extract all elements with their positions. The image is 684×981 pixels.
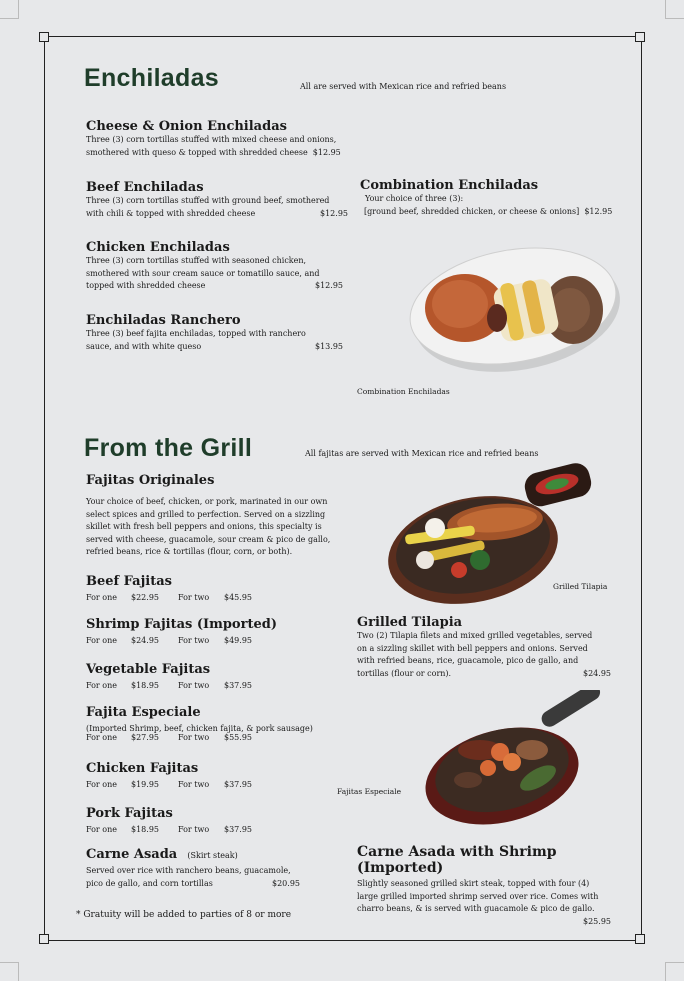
price-for-two: $37.95 (224, 681, 252, 690)
for-two-label: For two (178, 636, 210, 645)
price-for-one: $24.95 (131, 636, 159, 645)
dish-description: charro beans, & is served with guacamole & pico de gallo. (357, 904, 595, 913)
menu-item (86, 473, 330, 559)
menu-item (86, 240, 343, 293)
photo-caption: Fajitas Especiale (337, 787, 402, 796)
for-one-label: For one (86, 593, 117, 602)
dish-price: $20.95 (272, 878, 300, 888)
dish-price: $12.95 (315, 281, 343, 290)
combination-enchiladas-photo (405, 238, 625, 383)
price-for-one: $18.95 (131, 681, 159, 690)
menu-item (86, 119, 341, 159)
dish-name: Carne Asada (86, 847, 178, 862)
for-two-label: For two (178, 733, 210, 742)
dish-description: with chili & topped with shredded cheese (86, 208, 256, 218)
dish-description: Three (3) corn tortillas stuffed with ground beef, smothered (86, 196, 330, 205)
for-one-label: For one (86, 825, 117, 834)
dish-price: $12.95 (320, 208, 348, 218)
dish-description: (Imported Shrimp, beef, chicken fajita, & pork sausage) (86, 724, 313, 733)
dish-name: Carne Asada with Shrimp (Imported) (357, 844, 557, 876)
dish-description: pico de gallo, and corn tortillas (86, 878, 213, 888)
dish-description: topped with shredded cheese (86, 281, 206, 290)
grill-note: All fajitas are served with Mexican rice and refried beans (305, 449, 539, 458)
dish-name: Vegetable Fajitas (86, 662, 211, 677)
price-for-two: $55.95 (224, 733, 252, 742)
price-for-two: $49.95 (224, 636, 252, 645)
enchiladas-title: Enchiladas (84, 64, 219, 92)
grill-title: From the Grill (84, 434, 253, 462)
menu-item (357, 615, 611, 680)
price-for-two: $45.95 (224, 593, 252, 602)
crop-mark (0, 962, 19, 981)
dish-description: smothered with queso & topped with shredded cheese (86, 147, 308, 157)
photo-caption: Combination Enchiladas (357, 387, 450, 396)
dish-description: skillet with fresh bell peppers and onions, this specialty is (86, 522, 322, 531)
dish-name: Chicken Fajitas (86, 761, 199, 776)
price-for-one: $27.95 (131, 733, 159, 742)
menu-item (86, 806, 252, 834)
dish-description: Your choice of three (3): (365, 194, 464, 203)
dish-description: on a sizzling skillet with bell peppers and onions. Served (357, 643, 588, 653)
menu-item (86, 313, 343, 353)
dish-subtitle: (Skirt steak) (187, 851, 238, 860)
dish-description: Three (3) corn tortillas stuffed with mixed cheese and onions, (86, 135, 337, 144)
price-for-one: $22.95 (131, 593, 159, 602)
menu-item (86, 662, 252, 690)
dish-name: Enchiladas Ranchero (86, 313, 241, 328)
for-one-label: For one (86, 733, 117, 742)
dish-name: Shrimp Fajitas (Imported) (86, 617, 277, 632)
gratuity-note: * Gratuity will be added to parties of 8 or more (76, 910, 292, 920)
fajitas-especiale-photo (420, 690, 605, 830)
price-for-two: $37.95 (224, 780, 252, 789)
crop-mark (665, 962, 684, 981)
dish-description: Three (3) corn tortillas stuffed with seasoned chicken, (86, 256, 307, 265)
menu-item (86, 761, 252, 789)
menu-item (86, 843, 300, 890)
dish-description: Served over rice with ranchero beans, guacamole, (86, 866, 291, 875)
dish-name: Grilled Tilapia (357, 615, 463, 630)
dish-name: Fajita Especiale (86, 705, 201, 720)
menu-item (357, 844, 611, 928)
dish-name: Beef Enchiladas (86, 180, 204, 195)
frame-corner (635, 32, 645, 42)
dish-name: Fajitas Originales (86, 473, 215, 488)
dish-description: served with cheese, guacamole, sour cream & pico de gallo, (86, 534, 331, 544)
dish-price: $12.95 (312, 147, 341, 157)
dish-name: Beef Fajitas (86, 574, 172, 589)
price-for-two: $37.95 (224, 825, 252, 834)
for-two-label: For two (178, 593, 210, 602)
for-two-label: For two (178, 780, 210, 789)
dish-description: select spices and grilled to perfection. Served on a sizzling (86, 509, 326, 519)
menu-item (86, 574, 252, 602)
dish-price: $25.95 (583, 916, 611, 926)
menu-item (86, 705, 313, 742)
crop-mark (665, 0, 684, 19)
dish-description: Three (3) beef fajita enchiladas, topped with ranchero (86, 329, 306, 338)
dish-name: Combination Enchiladas (360, 178, 539, 193)
dish-description: [ground beef, shredded chicken, or cheese & onions] (364, 206, 580, 216)
for-two-label: For two (178, 825, 210, 834)
dish-description: smothered with sour cream sauce or tomatillo sauce, and (86, 268, 320, 278)
menu-item (86, 617, 277, 645)
dish-description: Your choice of beef, chicken, or pork, marinated in our own (86, 497, 328, 506)
dish-price: $12.95 (584, 206, 613, 216)
dish-description: large grilled imported shrimp served over rice. Comes with (357, 891, 599, 901)
dish-description: with refried beans, rice, guacamole, pico de gallo, and (357, 656, 579, 665)
menu-item (86, 180, 348, 220)
dish-name: Chicken Enchiladas (86, 240, 230, 255)
price-for-one: $19.95 (131, 780, 159, 789)
dish-description: Two (2) Tilapia filets and mixed grilled vegetables, served (357, 631, 593, 640)
menu-item (360, 178, 612, 218)
enchiladas-note: All are served with Mexican rice and refried beans (300, 82, 507, 91)
dish-description: refried beans, rice & tortillas (flour, corn, or both). (86, 547, 293, 556)
dish-price: $24.95 (583, 668, 611, 678)
dish-description: tortillas (flour or corn). (357, 668, 452, 678)
for-one-label: For one (86, 780, 117, 789)
dish-description: Slightly seasoned grilled skirt steak, topped with four (4) (357, 879, 590, 888)
dish-price: $13.95 (315, 341, 343, 351)
dish-name: Pork Fajitas (86, 806, 173, 821)
for-one-label: For one (86, 681, 117, 690)
for-one-label: For one (86, 636, 117, 645)
frame-corner (39, 934, 49, 944)
photo-caption: Grilled Tilapia (553, 582, 608, 591)
dish-name: Cheese & Onion Enchiladas (86, 119, 287, 134)
for-two-label: For two (178, 681, 210, 690)
frame-corner (39, 32, 49, 42)
price-for-one: $18.95 (131, 825, 159, 834)
crop-mark (0, 0, 19, 19)
dish-description: sauce, and with white queso (86, 341, 202, 351)
frame-corner (635, 934, 645, 944)
